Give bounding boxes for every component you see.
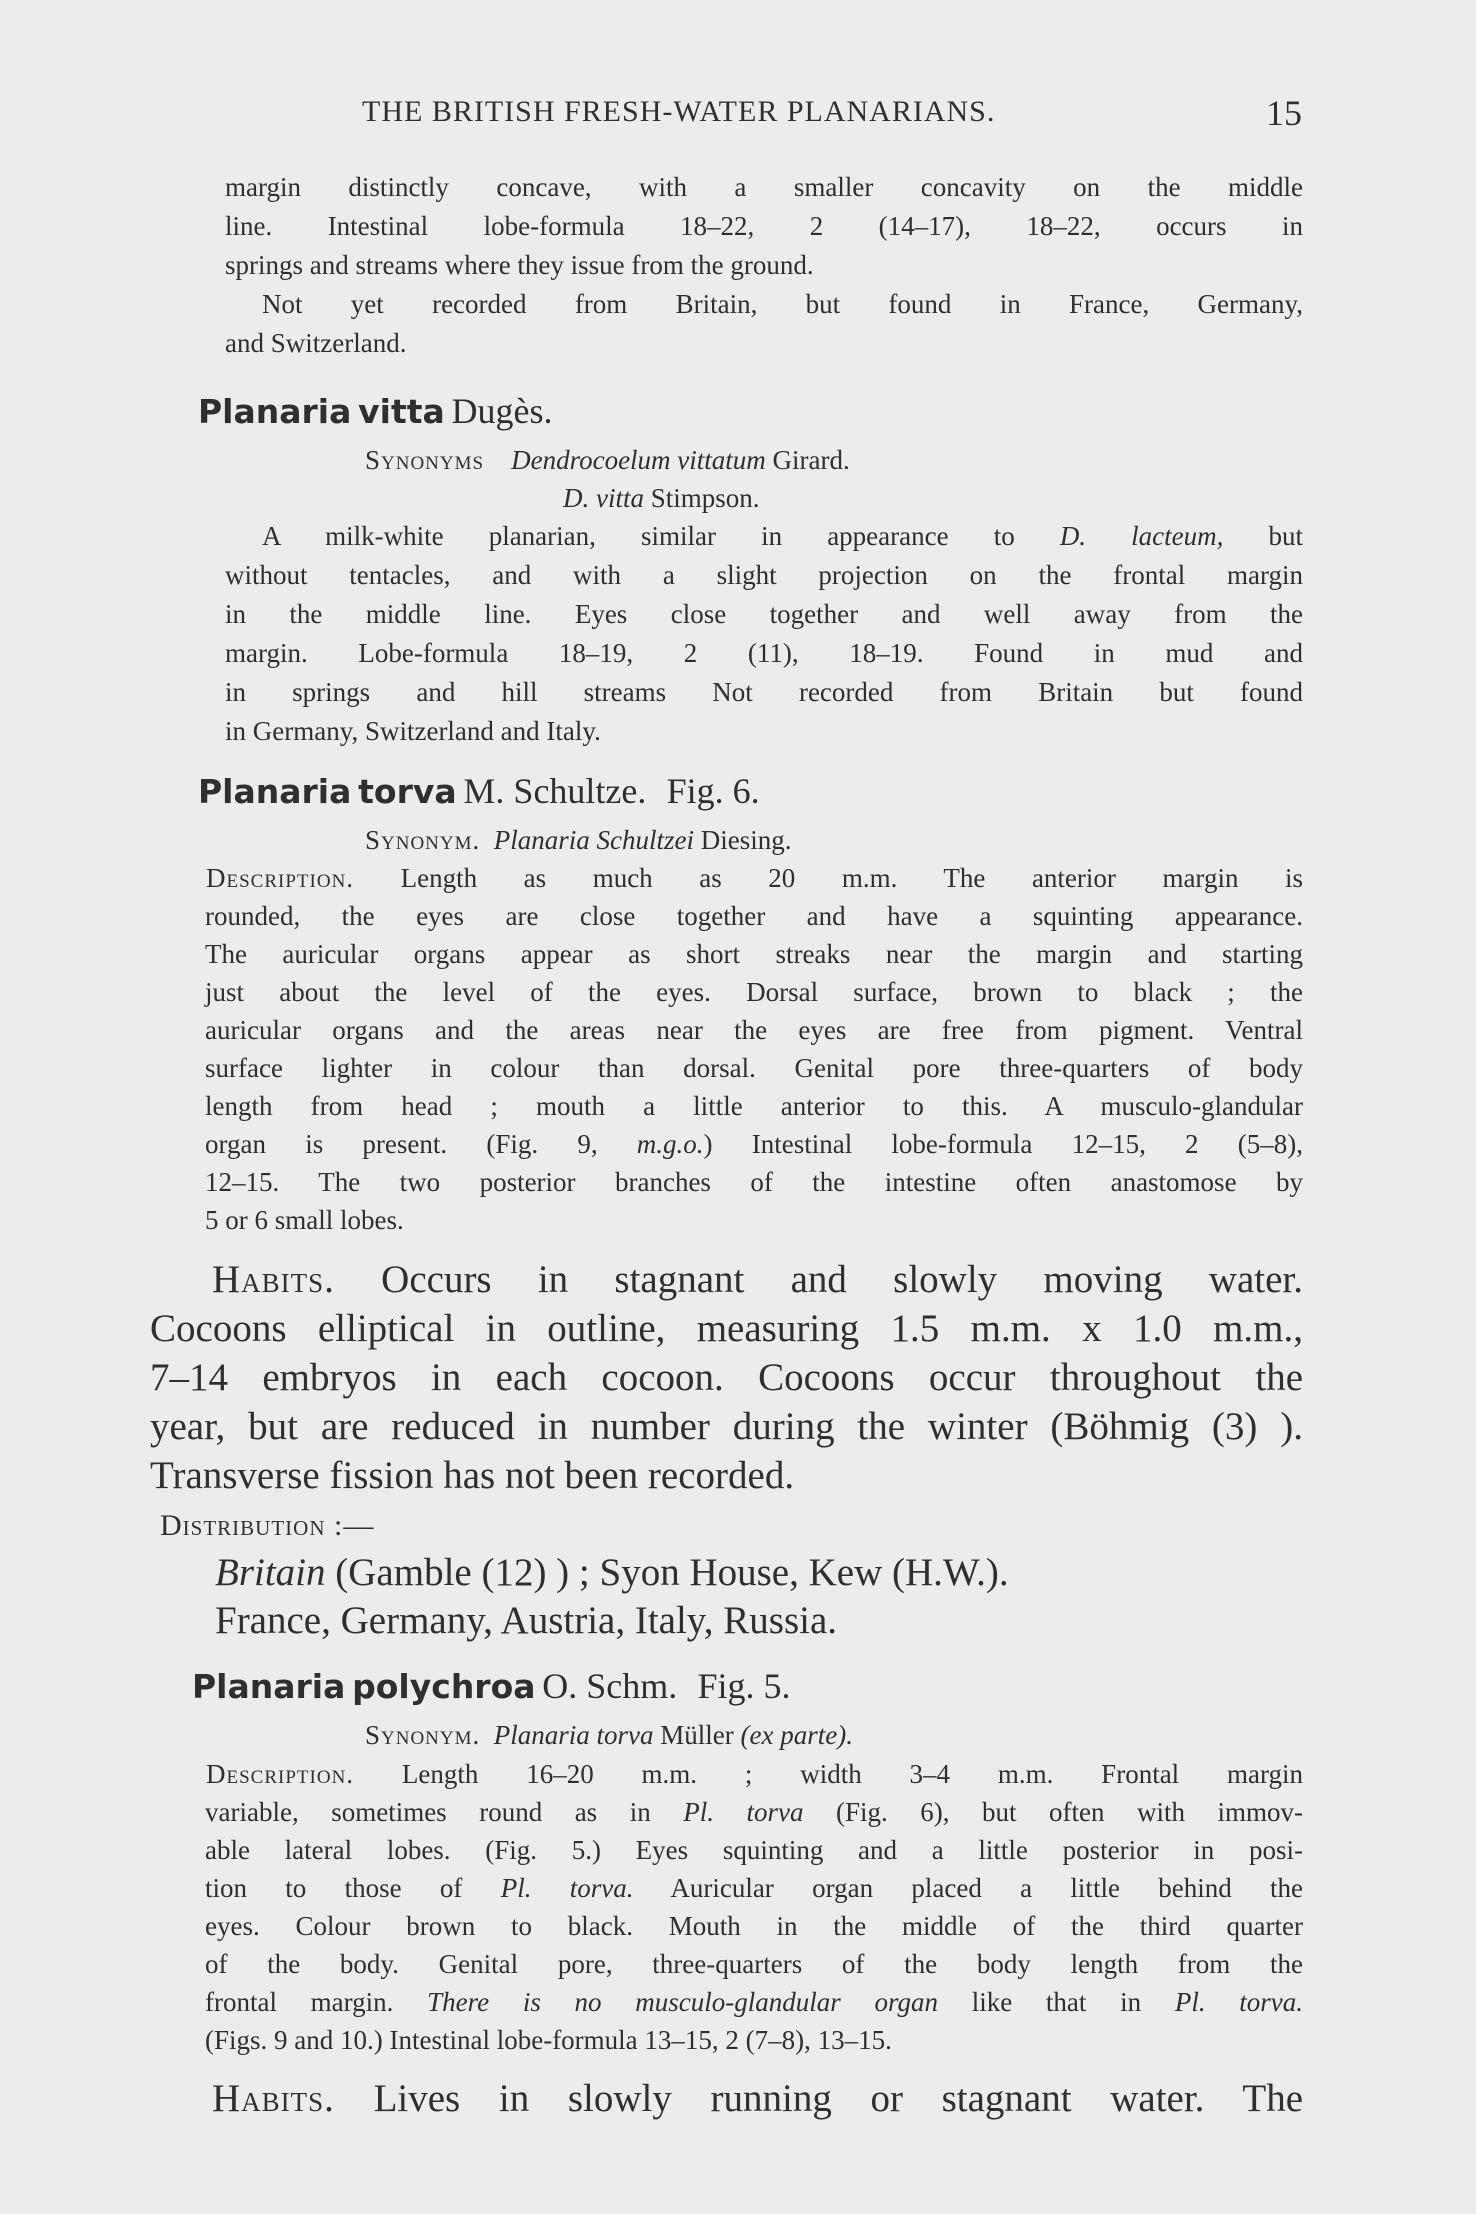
- synonym-name: Planaria Schultzei: [493, 825, 695, 855]
- habits-line: Transverse fission has not been recorded.: [150, 1454, 795, 1497]
- paragraph-line: without tentacles, and with a slight projection on the frontal margin: [225, 560, 1303, 590]
- paragraph-line: variable, sometimes round as in Pl. torva (Fig. 6), but often with immov-: [205, 1797, 1303, 1827]
- habits-line: Habits. Occurs in stagnant and slowly moving water.: [212, 1258, 1304, 1301]
- paragraph-line: in springs and hill streams Not recorded from Britain but found: [225, 677, 1303, 707]
- paragraph-line: surface lighter in colour than dorsal. Genital pore three-quarters of body: [205, 1053, 1303, 1083]
- paragraph-line: in Germany, Switzerland and Italy.: [225, 716, 601, 746]
- synonym-author: Diesing.: [700, 825, 792, 855]
- species-name: polychroa: [352, 1667, 536, 1706]
- paragraph-line: margin distinctly concave, with a smaller concavity on the middle: [225, 172, 1303, 202]
- paragraph-line: Description. Length 16–20 m.m. ; width 3–4 m.m. Frontal margin: [206, 1759, 1304, 1789]
- distribution-label: Distribution :—: [160, 1509, 375, 1542]
- species-heading-torva: [198, 773, 760, 809]
- paragraph-line: and Switzerland.: [225, 328, 407, 358]
- synonym-author: Müller: [660, 1720, 734, 1750]
- paragraph-line: margin. Lobe-formula 18–19, 2 (11), 18–19. Found in mud and: [225, 638, 1303, 668]
- paragraph-line: 12–15. The two posterior branches of the intestine often anastomose by: [205, 1167, 1303, 1197]
- species-author: M. Schultze.: [463, 771, 647, 811]
- paragraph-line: line. Intestinal lobe-formula 18–22, 2 (14–17), 18–22, occurs in: [225, 211, 1303, 241]
- paragraph-line: in the middle line. Eyes close together and well away from the: [225, 599, 1303, 629]
- synonyms-label: Synonyms: [365, 445, 485, 475]
- distribution-line: Britain (Gamble (12) ) ; Syon House, Kew (H.W.).: [215, 1551, 1009, 1594]
- synonym-line: [365, 1722, 853, 1749]
- species-name: torva: [358, 772, 457, 811]
- running-title: THE BRITISH FRESH-WATER PLANARIANS.: [362, 95, 996, 128]
- page-number: 15: [1266, 93, 1302, 133]
- species-heading-polychroa: [192, 1668, 791, 1704]
- synonyms-line: [365, 447, 850, 474]
- habits-label: Habits.: [212, 1258, 335, 1301]
- genus-name: Planaria: [198, 392, 352, 431]
- synonym-note: (ex parte).: [740, 1720, 853, 1750]
- synonym-name: D. vitta: [563, 483, 644, 513]
- synonyms-line: [563, 485, 760, 512]
- paragraph-line: organ is present. (Fig. 9, m.g.o.) Intestinal lobe-formula 12–15, 2 (5–8),: [205, 1129, 1303, 1159]
- paragraph-line: of the body. Genital pore, three-quarters of the body length from the: [205, 1949, 1303, 1979]
- paragraph-line: The auricular organs appear as short streaks near the margin and starting: [205, 939, 1303, 969]
- paragraph-line: length from head ; mouth a little anterior to this. A musculo-glandular: [205, 1091, 1303, 1121]
- habits-line: 7–14 embryos in each cocoon. Cocoons occur throughout the: [150, 1356, 1303, 1399]
- paragraph-line: A milk-white planarian, similar in appearance to D. lacteum, but: [262, 521, 1304, 551]
- paragraph-line: springs and streams where they issue from the ground.: [225, 250, 814, 280]
- paragraph-line: just about the level of the eyes. Dorsal surface, brown to black ; the: [205, 977, 1303, 1007]
- figure-reference: Fig. 6.: [666, 771, 760, 811]
- synonym-author: Girard.: [772, 445, 850, 475]
- habits-line: year, but are reduced in number during the winter (Böhmig (3) ).: [150, 1405, 1303, 1448]
- species-name: vitta: [358, 392, 445, 431]
- synonym-name: Dendrocoelum vittatum: [511, 445, 766, 475]
- paragraph-line: frontal margin. There is no musculo-glandular organ like that in Pl. torva.: [205, 1987, 1304, 2017]
- figure-reference: Fig. 5.: [697, 1666, 791, 1706]
- genus-name: Planaria: [192, 1667, 346, 1706]
- distribution-line: France, Germany, Austria, Italy, Russia.: [215, 1599, 838, 1642]
- paragraph-line: Not yet recorded from Britain, but found in France, Germany,: [262, 289, 1303, 319]
- paragraph-line: rounded, the eyes are close together and have a squinting appearance.: [205, 901, 1303, 931]
- habits-line: Habits. Lives in slowly running or stagnant water. The: [212, 2077, 1304, 2120]
- synonym-label: Synonym.: [365, 825, 481, 855]
- habits-label: Habits.: [212, 2077, 335, 2120]
- paragraph-line: (Figs. 9 and 10.) Intestinal lobe-formula 13–15, 2 (7–8), 13–15.: [205, 2025, 892, 2055]
- paragraph-line: tion to those of Pl. torva. Auricular organ placed a little behind the: [205, 1873, 1304, 1903]
- paragraph-line: auricular organs and the areas near the eyes are free from pigment. Ventral: [205, 1015, 1303, 1045]
- genus-name: Planaria: [198, 772, 352, 811]
- paragraph-line: Description. Length as much as 20 m.m. The anterior margin is: [206, 863, 1304, 893]
- paragraph-line: able lateral lobes. (Fig. 5.) Eyes squinting and a little posterior in posi-: [205, 1835, 1303, 1865]
- synonym-author: Stimpson.: [650, 483, 760, 513]
- species-heading-vitta: [198, 393, 553, 429]
- synonym-line: [365, 827, 792, 854]
- paragraph-line: eyes. Colour brown to black. Mouth in the middle of the third quarter: [205, 1911, 1303, 1941]
- synonym-name: Planaria torva: [493, 1720, 654, 1750]
- species-author: Dugès.: [451, 391, 553, 431]
- habits-line: Cocoons elliptical in outline, measuring 1.5 m.m. x 1.0 m.m.,: [150, 1307, 1303, 1350]
- synonym-label: Synonym.: [365, 1720, 481, 1750]
- paragraph-line: 5 or 6 small lobes.: [205, 1205, 404, 1235]
- species-author: O. Schm.: [542, 1666, 678, 1706]
